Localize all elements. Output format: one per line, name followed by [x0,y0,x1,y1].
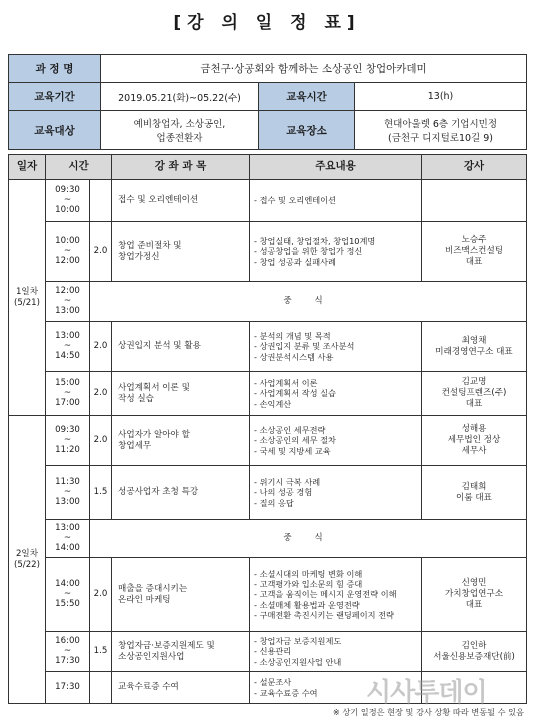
content-cell [250,322,422,372]
course-title-line: 접수 및 오리엔테이션 [118,195,199,206]
instructor-line: 김태희 [461,481,487,492]
hours-cell [90,180,112,222]
course-title-line: 작성 실습 [118,393,154,404]
instructor-line: 대표 [465,599,483,610]
hours-cell: 1.5 [90,466,112,520]
hours-cell: 2.0 [90,372,112,416]
instructor-cell [422,632,527,672]
content-cell [250,416,422,466]
instructor-cell [422,466,527,520]
instructor-line: 세무법인 정상 [447,435,501,446]
content-item: - 교육수료증 수여 [254,687,318,698]
target-label: 교육대상 [9,111,101,150]
time-separator: ~ [63,487,72,498]
content-item: - 창업자금 보증지원제도 [254,636,342,647]
time-cell [46,558,90,632]
content-item: - 사업계획서 작성 실습 [254,388,336,399]
instructor-line: 신영민 [461,578,487,589]
content-item: - 고객평가와 입소문의 힘 증대 [254,579,363,590]
day-cell [9,416,46,704]
place-value-line: 현대아울렛 6층 기업시민정 [383,119,498,130]
content-item: - 신용관리 [254,646,292,657]
course-title-line: 사업계획서 이론 및 [118,382,190,393]
schedule-row [9,520,527,558]
instructor-line: 컨설팅프렌즈(주) [441,388,507,399]
schedule-row [9,632,527,672]
content-item: - 창업 성공과 실패사례 [254,256,336,267]
hours-cell: 1.5 [90,632,112,672]
content-item: - 구매전환 촉진시키는 랜딩페이지 전략 [254,609,394,620]
time-separator: ~ [63,341,72,352]
content-cell [250,632,422,672]
end-time: 13:00 [55,305,80,316]
header-time: 시간 [46,155,112,180]
start-time: 09:30 [55,185,80,196]
course-title-line: 사업자가 알아야 할 [118,429,190,440]
instructor-line: 미래경영연구소 대표 [435,346,513,357]
start-time: 17:30 [55,682,80,693]
day-cell [9,180,46,416]
start-time: 15:00 [55,378,80,389]
schedule-row [9,416,527,466]
time-cell [46,180,90,222]
end-time: 14:50 [55,350,80,361]
content-cell [250,558,422,632]
hours-cell: 2.0 [90,558,112,632]
course-title-line: 성공사업자 초청 특강 [118,487,199,498]
time-separator: ~ [63,646,72,657]
lunch-break: 중 식 [90,282,527,322]
course-name-label: 과 정 명 [9,55,101,83]
instructor-line: 김인하 [461,640,487,651]
end-time: 12:00 [55,255,80,266]
start-time: 10:00 [55,236,80,247]
end-time: 10:00 [55,204,80,215]
period-label: 교육기간 [9,83,101,111]
place-value-line: (금천구 디지털로10길 9) [388,133,494,144]
hours-cell: 2.0 [90,322,112,372]
content-item: - 나의 성공 경험 [254,487,313,498]
content-item: - 성공창업을 위한 창업가 정신 [254,246,363,257]
schedule-row [9,222,527,282]
course-title-line: 온라인 마케팅 [118,594,171,605]
time-separator: ~ [63,246,72,257]
instructor-line: 가치창업연구소 [444,589,504,600]
watermark-logo: 시사투데이 [366,678,487,708]
hours-cell [90,672,112,704]
instructor-cell [422,222,527,282]
course-title-line: 창업가정신 [118,251,160,262]
content-item: - 분석의 개념 및 목적 [254,331,331,342]
schedule-row [9,372,527,416]
time-separator: ~ [63,296,72,307]
time-separator: ~ [63,589,72,600]
header-course: 강 좌 과 목 [112,155,250,180]
course-title [112,466,250,520]
course-title-line: 매출을 증대시키는 [118,583,188,594]
time-cell [46,632,90,672]
schedule-row [9,282,527,322]
header-instructor: 강사 [422,155,527,180]
day-label: 1일차 [15,286,39,297]
schedule-row [9,558,527,632]
course-title [112,632,250,672]
end-time: 14:00 [55,542,80,553]
start-time: 13:00 [55,523,80,534]
content-item: - 손익계산 [254,398,292,409]
time-separator: ~ [63,533,72,544]
time-cell [46,372,90,416]
instructor-line: 성해용 [461,424,487,435]
time-separator: ~ [63,195,72,206]
time-cell [46,282,90,322]
time-separator: ~ [63,388,72,399]
end-time: 11:20 [55,444,80,455]
end-time: 13:00 [55,496,80,507]
target-value-line: 업종전환자 [156,133,203,144]
course-info-table [8,54,527,150]
instructor-line: 서울신용보증재단(前) [433,651,515,662]
content-item: - 접수 및 오리엔테이션 [254,195,336,206]
content-item: - 상권입지 분류 및 조사분석 [254,341,355,352]
end-time: 17:30 [55,655,80,666]
place-label: 교육장소 [259,111,355,150]
content-item: - 질의 응답 [254,497,294,508]
target-value [101,111,259,150]
course-title [112,180,250,222]
end-time: 17:00 [55,397,80,408]
content-cell [250,222,422,282]
start-time: 09:30 [55,425,80,436]
content-item: - 창업실태, 창업절차, 창업10계명 [254,236,376,247]
content-item: - 위기시 극복 사례 [254,477,321,488]
time-cell [46,322,90,372]
day-date: (5/21) [13,297,40,308]
end-time: 15:50 [55,598,80,609]
instructor-line: 비즈맥스컨설팅 [444,246,504,257]
content-item: - 사업계획서 이론 [254,378,318,389]
target-value-line: 예비창업자, 소상공인, [133,119,226,130]
content-item: - 고객을 움직이는 메시지 운영전략 이해 [254,589,397,600]
hours-cell: 2.0 [90,416,112,466]
course-title-line: 상권입지 분석 및 활용 [118,341,201,352]
footnote: ※ 상기 일정은 현장 및 강사 상황 따라 변동될 수 있음 [332,707,524,717]
instructor-line: 대표 [465,398,483,409]
time-separator: ~ [63,435,72,446]
header-day: 일자 [9,155,46,180]
content-cell [250,180,422,222]
content-item: - 국세 및 지방세 교육 [254,445,331,456]
instructor-line: 노승주 [461,235,487,246]
start-time: 16:00 [55,636,80,647]
content-item: - 소상공인의 세무 절차 [254,435,336,446]
start-time: 14:00 [55,579,80,590]
content-cell [250,372,422,416]
course-title-line: 창업세무 [118,440,152,451]
time-cell [46,520,90,558]
hours-value: 13(h) [355,83,527,111]
start-time: 11:30 [55,477,80,488]
instructor-line: 김교명 [461,377,487,388]
instructor-line: 최영채 [461,335,487,346]
content-item: - 소셜매체 활용법과 운영전략 [254,599,360,610]
time-cell [46,416,90,466]
course-title [112,222,250,282]
course-title [112,558,250,632]
lunch-break: 중 식 [90,520,527,558]
course-title-line: 소상공인지원사업 [118,651,185,662]
instructor-line: 대표 [465,256,483,267]
time-cell [46,222,90,282]
course-title [112,372,250,416]
place-value [355,111,527,150]
instructor-cell [422,372,527,416]
start-time: 13:00 [55,331,80,342]
instructor-line: 세무사 [461,445,487,456]
start-time: 12:00 [55,286,80,297]
course-name-value: 금천구·상공회와 함께하는 소상공인 창업아카데미 [101,55,527,83]
schedule-table [8,154,527,704]
day-label: 2일차 [15,548,39,559]
time-cell [46,672,90,704]
schedule-row [9,322,527,372]
page-title: [강 의 일 정 표] [173,13,361,33]
content-item: - 소상공인지원사업 안내 [254,656,342,667]
course-title-line: 창업 준비절차 및 [118,240,182,251]
period-value: 2019.05.21(화)~05.22(수) [101,83,259,111]
day-date: (5/22) [13,559,40,570]
instructor-cell [422,416,527,466]
course-title-line: 창업자금·보증지원제도 및 [118,640,215,651]
schedule-row [9,180,527,222]
instructor-cell [422,322,527,372]
content-item: - 설문조사 [254,677,292,688]
course-title-line: 교육수료증 수여 [118,682,179,693]
hours-cell: 2.0 [90,222,112,282]
hours-label: 교육시간 [259,83,355,111]
course-title [112,322,250,372]
instructor-cell [422,180,527,222]
header-content: 주요내용 [250,155,422,180]
course-title [112,416,250,466]
course-title [112,672,250,704]
instructor-line: 이룸 대표 [456,492,492,503]
content-item: - 상권분석시스템 사용 [254,351,334,362]
content-cell [250,466,422,520]
time-cell [46,466,90,520]
instructor-cell [422,558,527,632]
schedule-row [9,466,527,520]
content-item: - 소셜시대의 마케팅 변화 이해 [254,568,363,579]
content-item: - 소상공인 세무전략 [254,425,326,436]
